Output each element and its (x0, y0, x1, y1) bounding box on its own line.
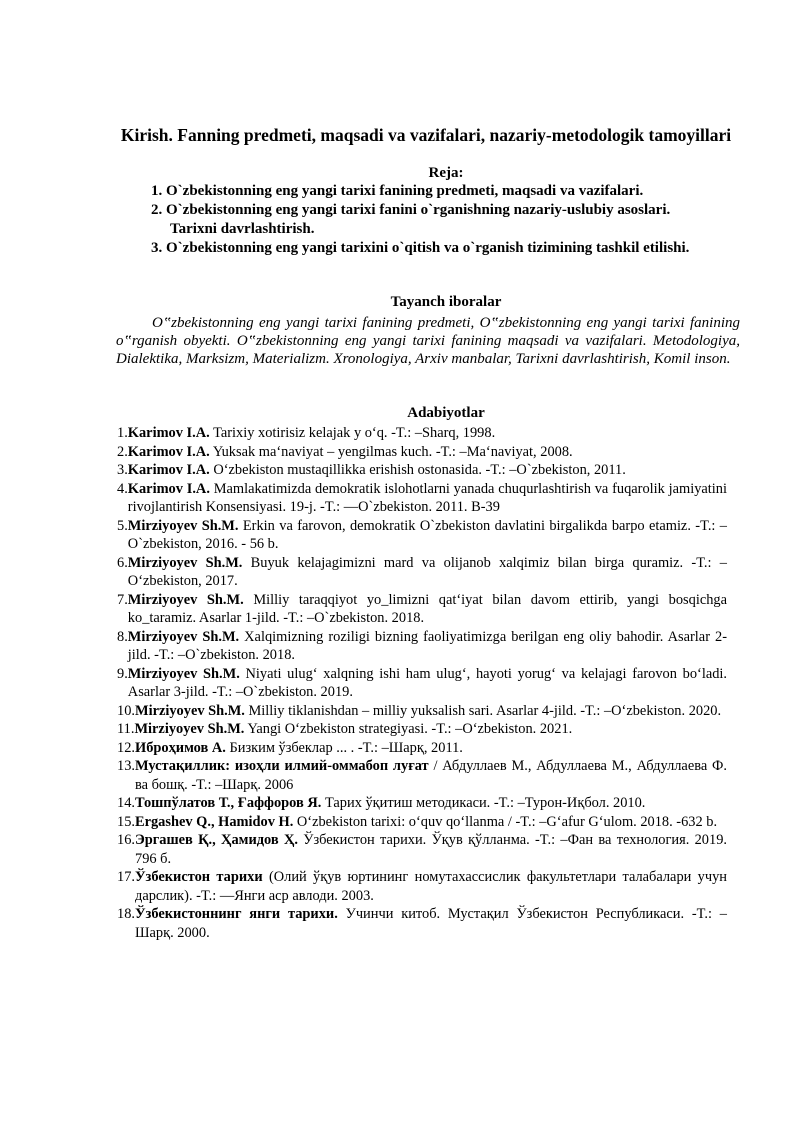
keywords-heading: Tayanch iboralar (390, 294, 502, 310)
reference-text (135, 794, 727, 813)
reference-title: Yangi O‘zbekiston strategiyasi. -T.: –O‘zbekiston. 2021. (244, 721, 573, 737)
reference-text (128, 461, 727, 480)
reference-item (117, 480, 727, 517)
reference-number: 9. (117, 665, 128, 682)
reference-author: Mirziyoyev Sh.M. (127, 628, 240, 645)
reference-item (117, 517, 727, 554)
references-list (117, 424, 727, 942)
reference-number: 12. (117, 739, 135, 756)
reference-text (128, 554, 727, 591)
reference-text (135, 702, 727, 721)
reference-author: Karimov I.A. (127, 443, 210, 460)
reference-item (117, 628, 727, 665)
reference-item (117, 461, 727, 480)
reference-number: 8. (117, 628, 128, 645)
reference-title: Milliy tiklanishdan – milliy yuksalish sari. Asarlar 4-jild. -T.: –O‘zbekiston. 2020. (244, 702, 722, 719)
reference-number: 15. (117, 813, 135, 830)
reference-text (135, 739, 727, 758)
reference-title: Buyuk kelajagimizni mard va olijanob xalqimiz bilan birga quramiz. -T.: –O‘zbekiston, 2017. (127, 554, 727, 589)
reference-number: 10. (117, 702, 135, 719)
plan-list (151, 182, 711, 258)
reference-author: Ergashev Q., Hamidov H. (135, 813, 294, 830)
reference-number: 5. (117, 517, 128, 534)
reference-number: 2. (117, 443, 128, 460)
reference-title: Mamlakatimizda demokratik islohotlarni yanada chuqurlashtirish va fuqarolik jamiyatini rivojlantirish Konsensiyasi. 19-j. -T.: —O`zbekiston. 2011. B-39 (127, 480, 727, 515)
reference-title: Бизким ўзбеклар ... . -T.: –Шарқ, 2011. (225, 739, 463, 756)
reference-title: Erkin va farovon, demokratik O`zbekiston davlatini birgalikda barpo etamiz. -T.: –O`zbekiston, 2016. - 56 b. (127, 517, 728, 552)
reference-author: Mirziyoyev Sh.M. (127, 517, 239, 534)
reference-author: Karimov I.A. (127, 462, 210, 478)
reference-item (117, 702, 727, 721)
keywords-text: O‟zbekistonning eng yangi tarixi fanining predmeti, O‟zbekistonning eng yangi tarixi fanining o‟rganish obyekti. O‟zbekistonning eng yangi tarixi fanining maqsadi va vazifalari. Metodologiya, Dialektika, Marksizm, Materializm. Xronologiya, Arxiv manbalar, Tarixni davrlashtirish, Komil inson. (116, 315, 740, 368)
reference-item (117, 757, 727, 794)
page-title: Kirish. Fanning predmeti, maqsadi va vazifalari, nazariy-metodologik tamoyillari (120, 125, 732, 145)
reference-text (128, 424, 727, 443)
plan-item: 3. O`zbekistonning eng yangi tarixini o`qitish va o`rganish tizimining tashkil etilishi. (151, 240, 690, 256)
reference-item (117, 868, 727, 905)
reference-text (135, 813, 727, 832)
reference-title: O‘zbekiston tarixi: o‘quv qo‘llanma / -T.: –G‘afur G‘ulom. 2018. -632 b. (293, 813, 718, 830)
reference-text (128, 517, 727, 554)
reference-text (135, 868, 727, 905)
reference-author: Ўзбекистон тарихи (135, 869, 263, 885)
reference-title: Yuksak ma‘naviyat – yengilmas kuch. -T.: –Ma‘naviyat, 2008. (209, 443, 573, 460)
reference-number: 6. (117, 554, 128, 571)
reference-author: Эргашев Қ., Ҳамидов Ҳ. (135, 832, 298, 848)
reference-number: 16. (117, 832, 135, 848)
reference-author: Ўзбекистоннинг янги тарихи. (135, 906, 338, 922)
reference-item (117, 591, 727, 628)
reference-text (128, 665, 727, 702)
reference-title: Tarixiy xotirisiz kelajak y o‘q. -T.: –Sharq, 1998. (209, 425, 496, 441)
reference-title: (Олий ўқув юртининг номутахассислик факультетлари талабалари учун дарслик). -T.: —Янги аср авлоди. 2003. (135, 869, 727, 904)
reference-title: Учинчи китоб. Мустақил Ўзбекистон Республикаси. -T.: –Шарқ. 2000. (135, 906, 727, 941)
reference-author: Karimov I.A. (127, 480, 210, 497)
reference-number: 18. (117, 906, 135, 922)
reference-number: 17. (117, 869, 135, 885)
reference-text (128, 591, 727, 628)
reference-number: 3. (117, 462, 128, 478)
reference-item (117, 424, 727, 443)
reference-author: Mirziyoyev Sh.M. (135, 702, 245, 719)
reference-number: 14. (117, 795, 135, 811)
reference-item (117, 813, 727, 832)
reference-text (128, 443, 727, 462)
reference-text (128, 480, 727, 517)
reference-text (128, 628, 727, 665)
reference-item (117, 794, 727, 813)
reference-author: Mirziyoyev Sh.M. (127, 665, 240, 682)
reference-item (117, 739, 727, 758)
reference-item (117, 905, 727, 942)
reference-title: Xalqimizning roziligi bizning faoliyatimizga berilgan eng oliy bahodir. Asarlar 2-jild. -T.: –O`zbekiston. 2018. (127, 628, 727, 663)
reference-item (117, 665, 727, 702)
reference-title: Niyati ulug‘ xalqning ishi ham ulug‘, hayoti yorug‘ va kelajagi farovon bo‘ladi. Asarlar 3-jild. -T.: –O`zbekiston. 2019. (127, 665, 728, 700)
reference-title: O‘zbekiston mustaqillikka erishish ostonasida. -T.: –O`zbekiston, 2011. (209, 462, 626, 478)
reference-number: 13. (117, 758, 135, 774)
plan-item: 1. O`zbekistonning eng yangi tarixi fanining predmeti, maqsadi va vazifalari. (151, 183, 644, 199)
reference-item (117, 720, 727, 739)
reference-title: / Абдуллаев М., Абдуллаева М., Абдуллаева Ф. ва бошқ. -T.: –Шарқ. 2006 (135, 758, 727, 793)
reference-text (135, 757, 727, 794)
references-heading: Adabiyotlar (407, 405, 485, 421)
reference-author: Karimov I.A. (127, 425, 210, 441)
reference-author: Mirziyoyev Sh.M. (127, 554, 243, 571)
reference-text (135, 905, 727, 942)
reference-title: Milliy taraqqiyot yo_limizni qat‘iyat bilan davom ettirib, yangi bosqichga ko_taramiz. Asarlar 1-jild. -T.: –O`zbekiston. 2018. (127, 591, 727, 626)
reference-item (117, 554, 727, 591)
plan-heading: Reja: (428, 165, 464, 181)
reference-number: 4. (117, 480, 128, 497)
reference-author: Mirziyoyev Sh.M. (134, 721, 245, 737)
reference-author: Мустақиллик: изоҳли илмий-оммабоп луғат (135, 758, 429, 774)
reference-author: Mirziyoyev Sh.M. (127, 591, 244, 608)
reference-text (135, 831, 727, 868)
reference-number: 1. (117, 425, 128, 441)
reference-author: Тошпўлатов Т., Ғаффоров Я. (135, 795, 322, 811)
reference-author: Иброҳимов А. (135, 739, 226, 756)
plan-item: 2. O`zbekistonning eng yangi tarixi fanini o`rganishning nazariy-uslubiy asoslari. Tarixni davrlashtirish. (151, 202, 671, 237)
reference-title: Ўзбекистон тарихи. Ўқув қўлланма. -T.: –Фан ва технология. 2019. 796 б. (135, 832, 727, 867)
reference-item (117, 831, 727, 868)
reference-title: Тарих ўқитиш методикаси. -T.: –Турон-Иқбол. 2010. (321, 795, 646, 811)
reference-item (117, 443, 727, 462)
reference-text (134, 720, 727, 739)
reference-number: 7. (117, 591, 128, 608)
reference-number: 11. (117, 721, 135, 737)
